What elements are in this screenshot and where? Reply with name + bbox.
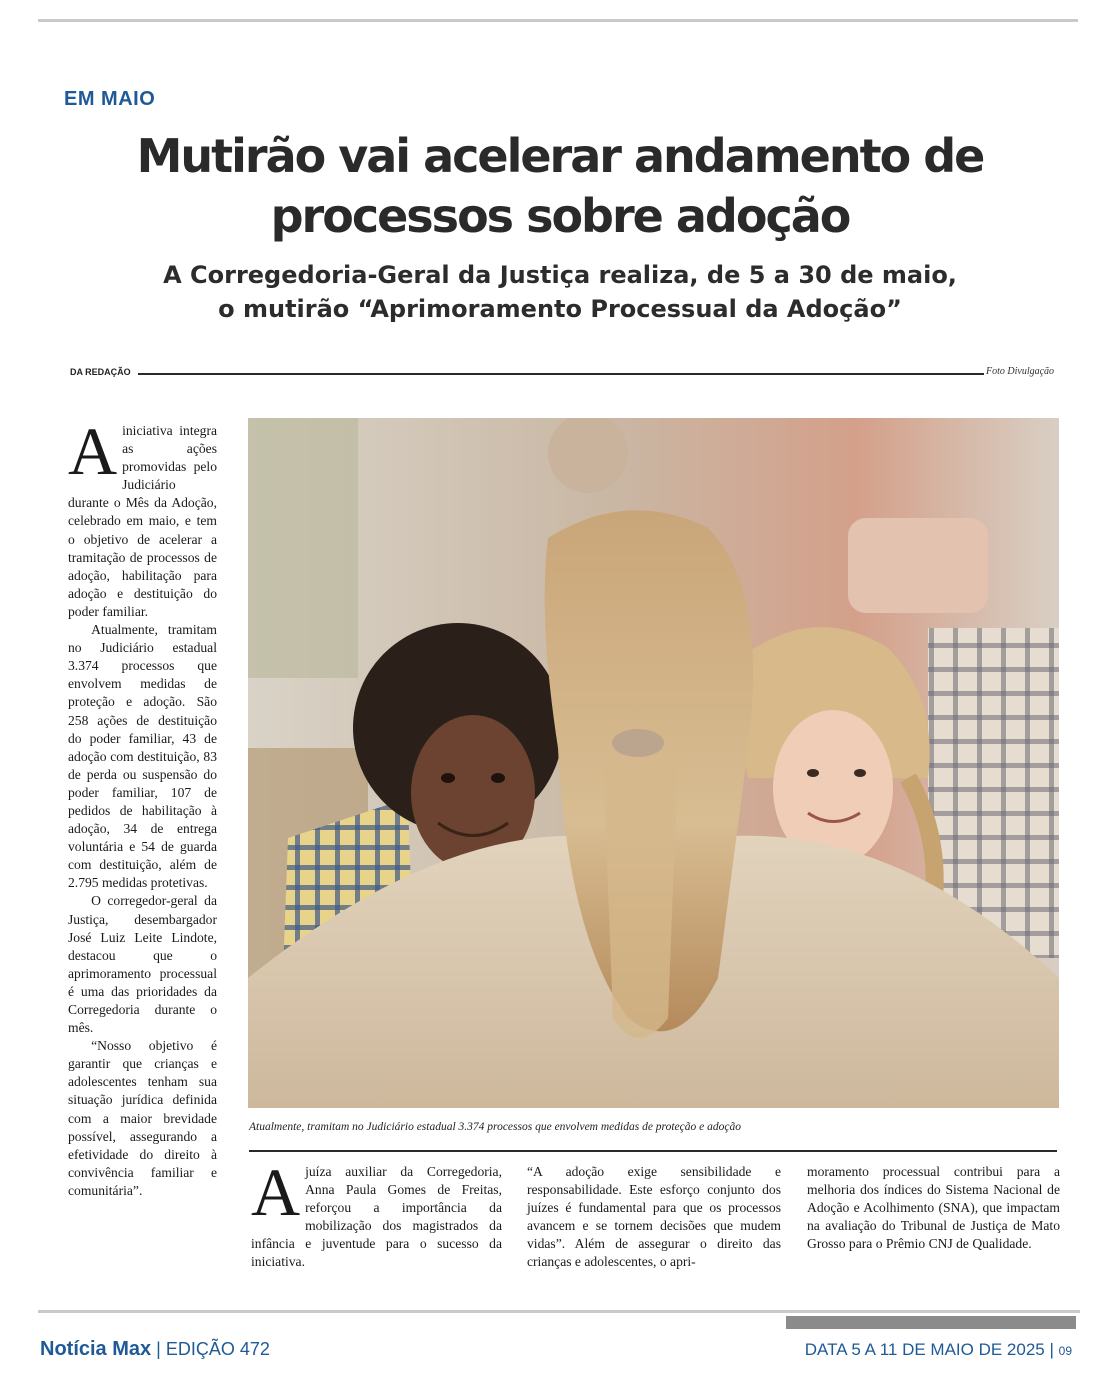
photo-credit: Foto Divulgação xyxy=(986,366,1055,377)
publication-name: Notícia Max xyxy=(40,1338,152,1360)
footer-date-page xyxy=(805,1340,1072,1360)
subheadline-line-2: o mutirão “Aprimoramento Processual da Adoção” xyxy=(218,295,902,323)
footer-bar xyxy=(786,1316,1076,1329)
paragraph xyxy=(68,413,217,621)
edition-number: EDIÇÃO 472 xyxy=(165,1339,270,1359)
paragraph-text: iniciativa integra as ações promovidas pelo Judiciário durante o Mês da Adoção, celebrado em maio, e tem o objetivo de acelerar a tramitação de processos de adoção, habilitação para adoção e destituição do poder familiar. xyxy=(68,423,217,619)
paragraph-text: juíza auxiliar da Corregedoria, Anna Paula Gomes de Freitas, reforçou a importância da mobilização dos magistrados da infância e juventude para o sucesso da iniciativa. xyxy=(251,1164,502,1270)
paragraph xyxy=(251,1154,502,1272)
footer-separator: | xyxy=(156,1339,161,1359)
footer-publication xyxy=(40,1338,270,1361)
article-column-2 xyxy=(251,1154,502,1272)
subheadline xyxy=(60,258,1060,326)
paragraph: moramento processual contribui para a melhoria dos índices do Sistema Nacional de Adoção e Acolhimento (SNA), que impactam na avaliação do Tribunal de Justiça de Mato Grosso para o Prêmio CNJ de Qualidade. xyxy=(807,1164,1060,1252)
photo-caption: Atualmente, tramitam no Judiciário estadual 3.374 processos que envolvem medidas de proteção e adoção xyxy=(249,1121,741,1133)
headline-line-2: processos sobre adoção xyxy=(270,189,850,243)
paragraph: Atualmente, tramitam no Judiciário estadual 3.374 processos que envolvem medidas de proteção e adoção. São 258 ações de destituição do poder familiar, 43 de adoção com destituição, 83 de perda ou suspensão do poder familiar, 107 de pedidos de habilitação à adoção, 34 de entrega voluntária e 54 de guarda com destituição, além de 2.795 medidas protetivas. xyxy=(68,622,217,891)
section-kicker: EM MAIO xyxy=(64,88,156,110)
footer-rule xyxy=(38,1310,1080,1313)
subheadline-line-1: A Corregedoria-Geral da Justiça realiza, de 5 a 30 de maio, xyxy=(163,261,957,289)
footer-separator: | xyxy=(1049,1340,1054,1359)
issue-date: DATA 5 A 11 DE MAIO DE 2025 xyxy=(804,1340,1045,1359)
paragraph: O corregedor-geral da Justiça, desembargador José Luiz Leite Lindote, destacou que o aprimoramento processual é uma das prioridades da Corregedoria durante o mês. xyxy=(68,893,217,1036)
drop-cap: A xyxy=(251,1154,301,1230)
article-photo xyxy=(248,418,1059,1108)
drop-cap: A xyxy=(68,413,118,489)
byline: DA REDAÇÃO xyxy=(70,367,131,377)
paragraph: “Nosso objetivo é garantir que crianças e adolescentes tenham sua situação jurídica definida com a maior brevidade possível, assegurando a efetividade do direito à convivência familiar e comunitária”. xyxy=(68,1038,217,1198)
article-column-4 xyxy=(807,1163,1060,1253)
page-number: 09 xyxy=(1058,1344,1072,1358)
headline xyxy=(60,126,1060,246)
headline-line-1: Mutirão vai acelerar andamento de xyxy=(136,129,984,183)
caption-rule xyxy=(249,1150,1057,1152)
article-column-3 xyxy=(527,1163,781,1272)
article-column-1 xyxy=(68,413,217,1200)
byline-rule xyxy=(138,373,984,375)
photo-illustration xyxy=(248,418,1059,1108)
top-rule xyxy=(38,19,1078,22)
paragraph: “A adoção exige sensibilidade e responsabilidade. Este esforço conjunto dos juízes é fundamental para que os processos avancem e se tornem decisões que mudem vidas”. Além de assegurar o direito das crianças e adolescentes, o apri- xyxy=(527,1164,781,1270)
